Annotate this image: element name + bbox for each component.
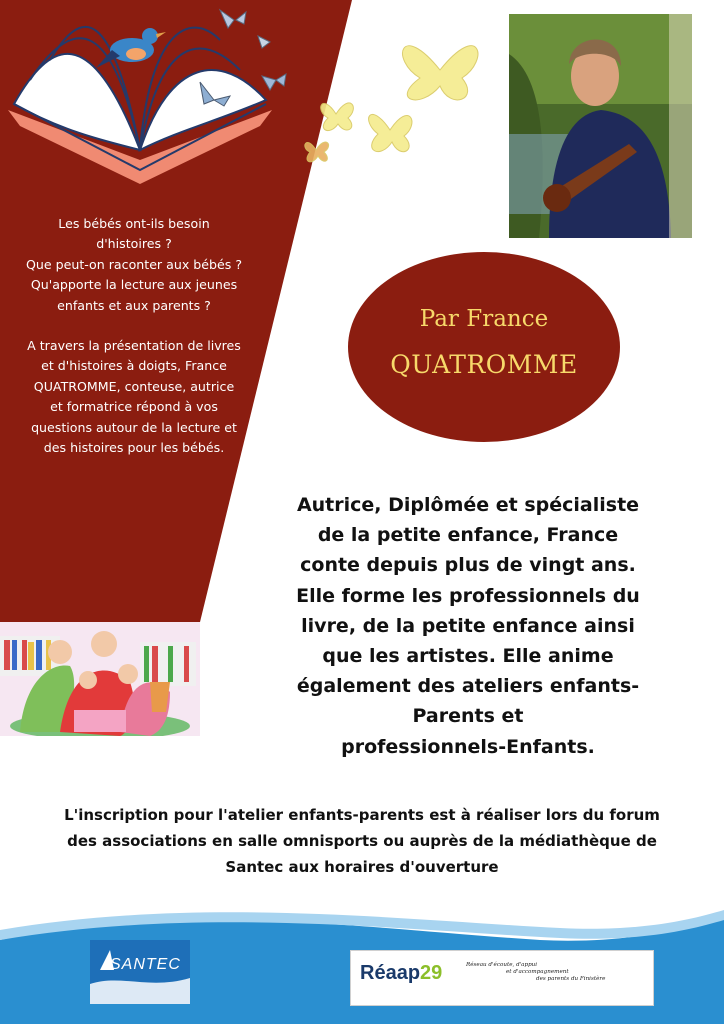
registration-line: Santec aux horaires d'ouverture xyxy=(225,858,499,876)
intro-paragraph-line-3: QUATROMME, conteuse, autrice xyxy=(33,378,235,394)
bio-line: également des ateliers enfants- xyxy=(296,675,640,698)
intro-paragraph-line-1: A travers la présentation de livres xyxy=(27,338,241,354)
author-badge xyxy=(348,252,620,442)
author-name: QUATROMME xyxy=(390,350,578,379)
bio-line: conte depuis plus de vingt ans. xyxy=(300,554,636,577)
santec-logo-text: SANTEC xyxy=(110,956,181,973)
bio-line: Parents et xyxy=(412,705,524,728)
intro-question-3b: enfants et aux parents ? xyxy=(57,297,211,313)
bio-line: que les artistes. Elle anime xyxy=(322,645,614,668)
storyteller-photo xyxy=(509,14,692,238)
registration-line: des associations en salle omnisports ou auprès de la médiathèque de xyxy=(67,832,657,850)
intro-question-2: Que peut-on raconter aux bébés ? xyxy=(25,256,243,272)
reaap-tagline-line-3: des parents du Finistère xyxy=(536,976,606,982)
intro-question-1b: d'histoires ? xyxy=(96,236,172,252)
bio-line: Elle forme les professionnels du xyxy=(296,584,640,607)
bio-line: Autrice, Diplômée et spécialiste xyxy=(296,494,640,516)
bio-line: professionnels-Enfants. xyxy=(341,735,595,758)
reaap29-tagline xyxy=(466,962,646,983)
registration-info xyxy=(20,802,704,880)
intro-paragraph-line-2: et d'histoires à doigts, France xyxy=(41,358,227,374)
reaap-tagline-line-1: Réseau d'écoute, d'appui xyxy=(466,962,538,968)
intro-paragraph-line-4: et formatrice répond à vos xyxy=(50,399,218,415)
intro-question-1a: Les bébés ont-ils besoin xyxy=(58,216,210,231)
family-reading-illustration xyxy=(0,622,200,736)
intro-question-3a: Qu'apporte la lecture aux jeunes xyxy=(30,277,238,293)
reaap-tagline-line-2: et d'accompagnement xyxy=(506,969,569,975)
reaap29-logo-wordmark xyxy=(360,962,442,985)
intro-paragraph-line-5: questions autour de la lecture et xyxy=(31,419,237,435)
author-prefix: Par France xyxy=(419,306,549,332)
registration-line: L'inscription pour l'atelier enfants-parents est à réaliser lors du forum xyxy=(64,806,660,824)
author-bio xyxy=(282,490,654,762)
intro-text-block xyxy=(8,214,260,458)
bio-line: de la petite enfance, France xyxy=(317,524,619,547)
intro-paragraph-line-6: des histoires pour les bébés. xyxy=(43,440,225,456)
reaap-word: Réaap xyxy=(360,962,421,984)
bio-line: livre, de la petite enfance ainsi xyxy=(301,614,635,637)
reaap-number: 29 xyxy=(420,962,443,984)
